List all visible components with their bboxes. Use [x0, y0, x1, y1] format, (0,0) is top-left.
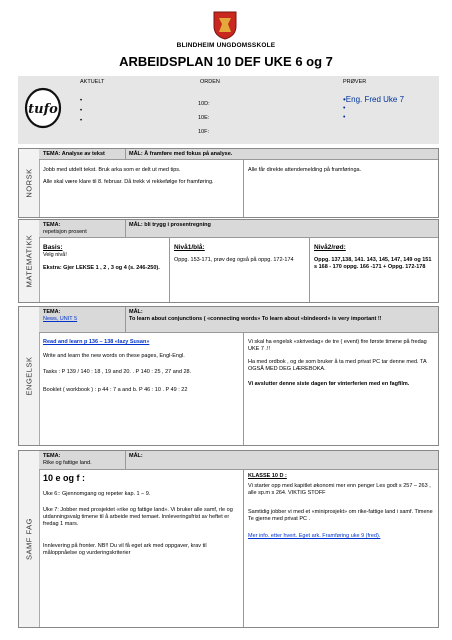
section-engelsk [18, 306, 439, 446]
matte-basis-title: Basis: [43, 244, 63, 251]
samf-tema: Rike og fattige land. [43, 460, 92, 466]
school-name: BLINDHEIM UNGDOMSSKOLE [176, 42, 276, 49]
eng-left-3: Booklet ( workbook ) : p 44 : 7 a and b. P 46 : 10 . P 49 : 22 [43, 387, 188, 393]
eng-mal: To learn about conjunctions ( «connecting words» To learn about «bindeord» is very important !! [129, 316, 382, 322]
samf-right-title: KLASSE 10 D : [248, 473, 287, 479]
norsk-mal: MÅL: Å framføre med fokus på analyse. [129, 151, 233, 157]
samf-mal: MÅL: [129, 453, 143, 459]
subject-samfag: SAMF FAG [24, 518, 34, 560]
eng-tema: News, UNIT 5 [43, 316, 78, 322]
eng-tema-label: TEMA: [43, 309, 61, 315]
samf-left-1: Uke 6:: Gjennomgang og repeter kap. 1 – 9. [43, 491, 151, 497]
matte-tema-label: TEMA: [43, 222, 61, 228]
norsk-task-2: Alle skal være klare til 8. februar. Då trekk vi rekkefølge for framføring. [43, 179, 214, 185]
svg-text:tufo: tufo [28, 102, 58, 117]
header-band [18, 76, 439, 144]
eng-left-2: Tasks : P 139 / 140 : 18 , 19 and 20. . P 140 : 25 , 27 and 28. [43, 369, 192, 375]
subject-norsk: NORSK [24, 168, 34, 198]
aktuelt-bullets: • • • [80, 98, 83, 124]
eng-right-1: Vi skal ha engelsk «skrivedag» de tre ( event) fire første timene på fredag UKE 7 .!! [248, 339, 427, 352]
subject-matematikk: MATEMATIKK [24, 234, 34, 288]
norsk-tema: TEMA: Analyse av tekst [43, 151, 105, 157]
eng-mal-label: MÅL: [129, 309, 143, 315]
matte-n1-title: Nivå1/blå: [174, 244, 205, 251]
eng-right-2: Ha med ordbok , og de som bruker å ta med privat PC tar denne med. TA OGSÅ MED DEG LÆREBOKA. [248, 359, 427, 372]
matte-n2-text: Oppg. 137,138, 141. 143, 145, 147, 149 og 151 s 168 - 170 oppg. 166 -171 + Oppg. 172-178 [314, 257, 432, 270]
prover-list: •Eng. Fred Uke 7 • • [343, 95, 405, 121]
school-crest-icon [212, 10, 238, 40]
matte-mal: MÅL: bli trygg i prosentregning [129, 222, 211, 228]
samf-right-3[interactable]: Mer info. etter hvert. Eget ark. Framføring uke 9 (fred). [248, 533, 381, 539]
samf-left-3: Innlevering på fronter. NB!! Du vil få eget ark med oppgaver, krav til måloppnåelse og vurderingskriterier [43, 543, 207, 556]
samf-right-2: Samtidig jobber vi med et «miniprosjekt» om rike-fattige land i samf. Timene Te gjerne med privat PC . [248, 509, 433, 522]
eng-left-1: Write and learn the new words on these pages, Engl-Engl. [43, 353, 185, 359]
prover-main: •Eng. Fred Uke 7 [343, 95, 405, 104]
matte-n1-text: Oppg. 153-171, prøv deg også på oppg. 172-174 [174, 257, 294, 263]
samf-left-2: Uke 7: Jobber med prosjektet «rike og fattige land». Vi bruker alle samf, rle og utdanningsvalg timene til å arbeide med temaet. Innleveringsfrist av heftet er fredag 1 mars. [43, 507, 233, 527]
col-prover: PRØVER [343, 79, 367, 85]
samf-right-1: Vi starter opp med kapitlet økonomi mer enn penger Les godt s 257 – 263 , alle sp.m s 264. VIKTIG STOFF [248, 483, 431, 496]
matte-basis-sub: Velg nivå! [43, 252, 67, 258]
matte-basis-text: Ekstra: Gjer LEKSE 1 , 2 , 3 og 4 (s. 246-250). [43, 265, 160, 271]
tufo-logo-icon [23, 86, 63, 130]
norsk-note: Alle får direkte attendemelding på framføringa. [248, 167, 362, 173]
section-norsk [18, 148, 439, 218]
norsk-task-1: Jobb med utdelt tekst. Bruk arka som er delt ut med tips. [43, 167, 181, 173]
eng-right-3: Vi avslutter denne siste dagen før vinterferien med en fagfilm. [248, 381, 410, 387]
samf-tema-label: TEMA: [43, 453, 61, 459]
eng-read-title: Read and learn p 136 – 138 «lazy Susan» [43, 339, 150, 345]
section-samfag [18, 450, 439, 628]
page-title: ARBEIDSPLAN 10 DEF UKE 6 og 7 [119, 54, 333, 69]
subject-engelsk: ENGELSK [24, 356, 34, 396]
col-aktuelt: AKTUELT [80, 79, 105, 85]
matte-tema: repetisjon prosent [43, 229, 87, 235]
section-matematikk [18, 219, 439, 303]
samf-left-title: 10 e og f : [43, 473, 86, 483]
col-orden: ORDEN [200, 79, 220, 85]
orden-list: 10D: 10E: 10F: [198, 101, 210, 135]
matte-n2-title: Nivå2/rød: [314, 244, 346, 251]
